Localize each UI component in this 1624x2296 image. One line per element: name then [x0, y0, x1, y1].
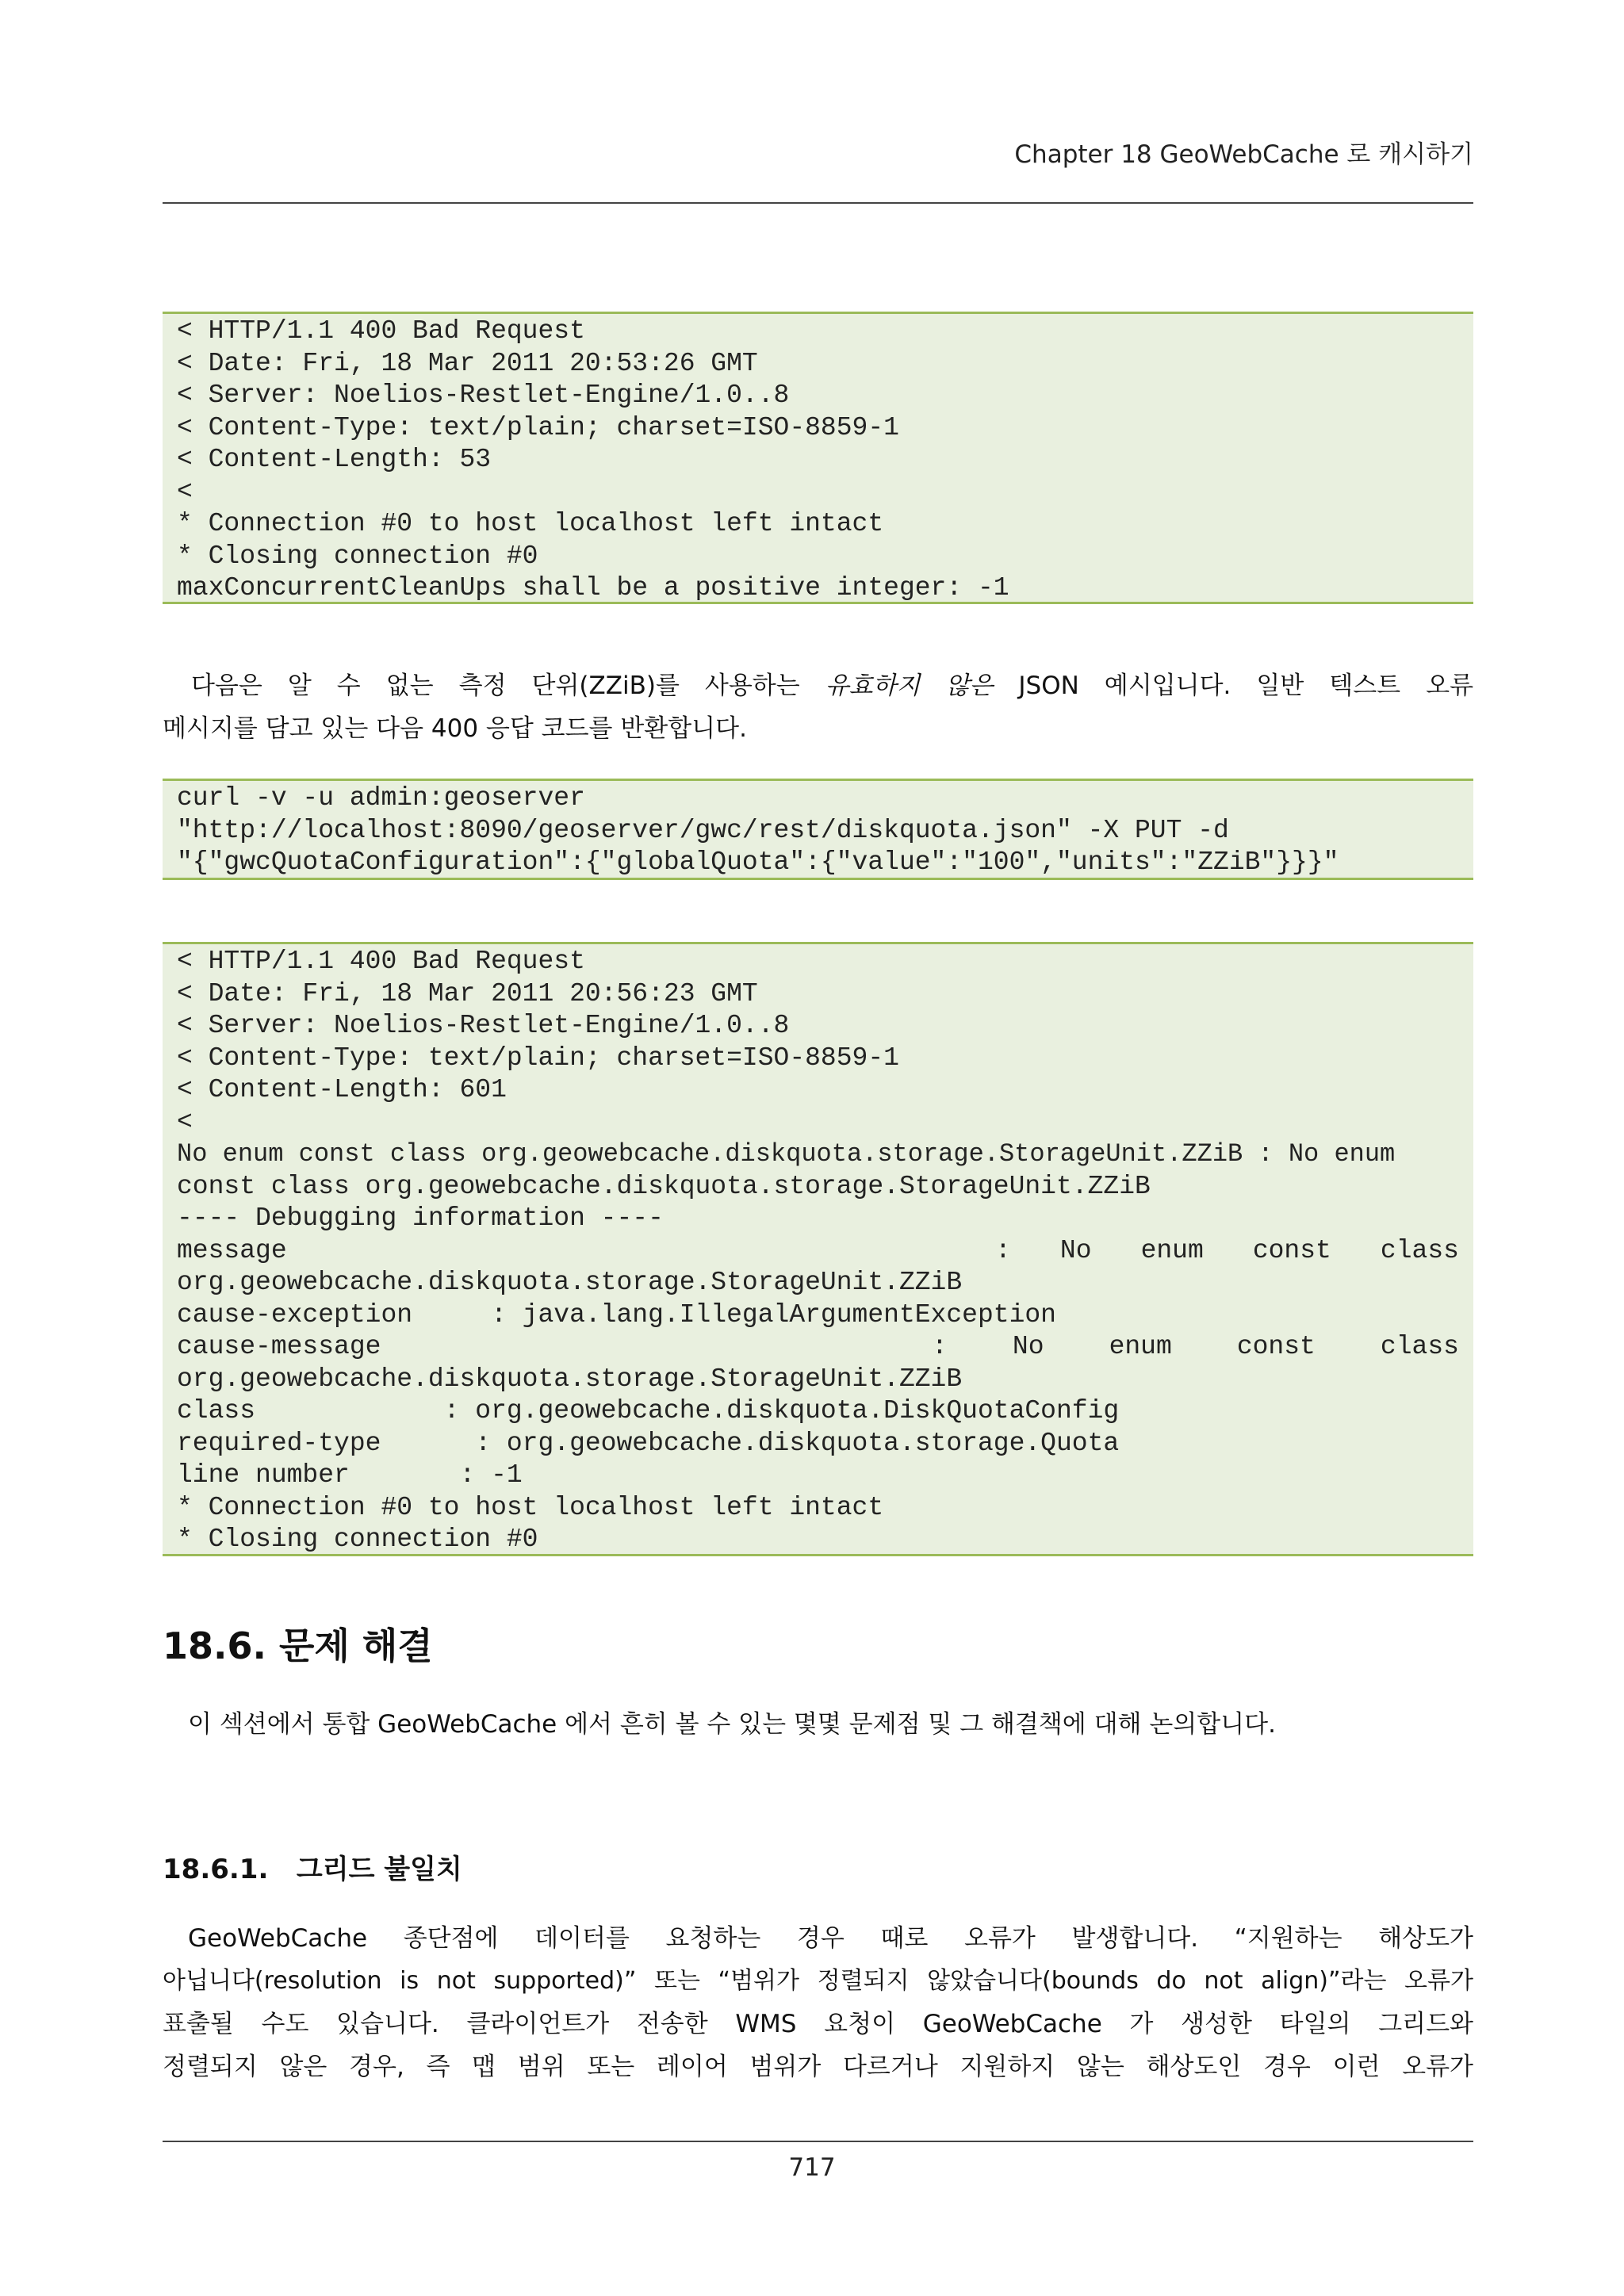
code-line: const class org.geowebcache.diskquota.storage.StorageUnit.ZZiB	[177, 1171, 1151, 1201]
code-token: :	[932, 1332, 948, 1361]
paragraph-line: 메시지를 담고 있는 다음 400 응답 코드를 반환합니다.	[163, 714, 747, 743]
code-line: class : org.geowebcache.diskquota.DiskQuotaConfig	[177, 1396, 1120, 1425]
code-line: maxConcurrentCleanUps shall be a positive integer: -1	[177, 573, 1009, 603]
code-block-http-response-2	[163, 942, 1473, 1556]
code-line: < HTTP/1.1 400 Bad Request	[177, 947, 585, 976]
emphasis-text: 유효하지 않은	[825, 672, 994, 700]
code-line: line number : -1	[177, 1460, 523, 1490]
paragraph-line: 정렬되지 않은 경우, 즉 맵 범위 또는 레이어 범위가 다르거나 지원하지 않는 해상도인 경우 이런 오류가	[163, 2053, 1473, 2081]
paragraph-line: GeoWebCache 종단점에 데이터를 요청하는 경우 때로 오류가 발생합니다. “지원하는 해상도가	[188, 1924, 1473, 1953]
code-line: required-type : org.geowebcache.diskquota.storage.Quota	[177, 1428, 1120, 1458]
code-token: class	[1380, 1235, 1459, 1265]
code-line: ---- Debugging information ----	[177, 1203, 664, 1233]
code-line: "{"gwcQuotaConfiguration":{"globalQuota":{"value":"100","units":"ZZiB"}}}"	[177, 848, 1339, 877]
subsection-heading: 18.6.1. 그리드 불일치	[163, 1854, 462, 1885]
code-line: No enum const class org.geowebcache.diskquota.storage.StorageUnit.ZZiB : No enum	[177, 1139, 1396, 1169]
code-line: * Closing connection #0	[177, 541, 538, 571]
code-line: org.geowebcache.diskquota.storage.StorageUnit.ZZiB	[177, 1364, 963, 1394]
code-token: cause-message	[177, 1332, 381, 1361]
code-line: org.geowebcache.diskquota.storage.StorageUnit.ZZiB	[177, 1268, 963, 1297]
text-run: 다음은 알 수 없는 측정 단위(ZZiB)를 사용하는	[191, 672, 825, 700]
code-token: const	[1236, 1332, 1316, 1361]
code-line: < HTTP/1.1 400 Bad Request	[177, 316, 585, 346]
paragraph-grid-mismatch	[163, 1917, 1473, 2088]
code-line: < Server: Noelios-Restlet-Engine/1.0..8	[177, 1011, 790, 1040]
code-line: < Content-Length: 601	[177, 1075, 507, 1104]
code-line: * Connection #0 to host localhost left intact	[177, 509, 884, 538]
section-heading: 18.6. 문제 해결	[163, 1624, 433, 1667]
paragraph-line: 표출될 수도 있습니다. 클라이언트가 전송한 WMS 요청이 GeoWebCache 가 생성한 타일의 그리드와	[163, 2010, 1473, 2038]
code-line: <	[177, 1107, 193, 1137]
footer-rule	[163, 2141, 1473, 2142]
code-line: < Content-Type: text/plain; charset=ISO-8859-1	[177, 412, 899, 442]
paragraph-line	[163, 664, 1473, 707]
paragraph-invalid-json-intro	[163, 664, 1473, 750]
code-block-http-response-1	[163, 312, 1473, 604]
code-line: < Content-Type: text/plain; charset=ISO-8859-1	[177, 1043, 899, 1073]
code-line: < Date: Fri, 18 Mar 2011 20:56:23 GMT	[177, 978, 758, 1008]
code-token: class	[1380, 1332, 1459, 1361]
code-line: < Date: Fri, 18 Mar 2011 20:53:26 GMT	[177, 348, 758, 378]
code-line: * Connection #0 to host localhost left intact	[177, 1492, 884, 1522]
text-run: JSON 예시입니다. 일반 텍스트 오류	[993, 672, 1474, 700]
code-line: "http://localhost:8090/geoserver/gwc/rest/diskquota.json" -X PUT -d	[177, 815, 1229, 845]
code-line: < Server: Noelios-Restlet-Engine/1.0..8	[177, 381, 790, 410]
code-token: No	[1012, 1332, 1044, 1361]
code-token: enum	[1140, 1235, 1204, 1265]
section-intro: 이 섹션에서 통합 GeoWebCache 에서 흔히 볼 수 있는 몇몇 문제점 및 그 해결책에 대해 논의합니다.	[188, 1710, 1276, 1739]
page-header	[163, 131, 1473, 204]
code-line-message	[177, 1235, 1459, 1268]
code-line: curl -v -u admin:geoserver	[177, 783, 585, 813]
code-token: message	[177, 1235, 287, 1265]
code-line-cause-message	[177, 1331, 1459, 1364]
code-token: :	[995, 1235, 1011, 1265]
code-token: enum	[1109, 1332, 1172, 1361]
code-token: No	[1059, 1235, 1092, 1265]
code-line: * Closing connection #0	[177, 1525, 538, 1554]
code-line: cause-exception : java.lang.IllegalArgumentException	[177, 1299, 1056, 1330]
code-token: const	[1252, 1235, 1331, 1265]
page-number: 717	[788, 2153, 836, 2182]
paragraph-line: 아닙니다(resolution is not supported)” 또는 “범위가 정렬되지 않았습니다(bounds do not align)”라는 오류가	[163, 1967, 1473, 1995]
header-title: Chapter 18 GeoWebCache 로 캐시하기	[1014, 140, 1473, 169]
code-line: < Content-Length: 53	[177, 445, 492, 474]
code-line: <	[177, 476, 193, 507]
code-block-curl-command	[163, 779, 1473, 880]
